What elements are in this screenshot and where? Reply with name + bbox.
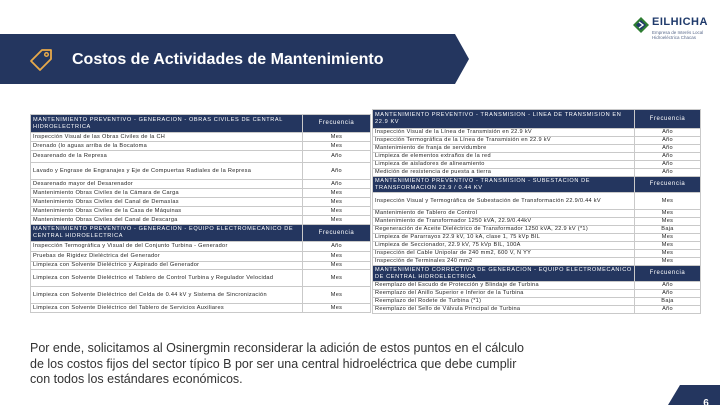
- frequency-cell: Mes: [303, 142, 371, 151]
- logo-mark-icon: [632, 16, 650, 34]
- frequency-cell: Mes: [635, 210, 701, 218]
- frequency-cell: Mes: [303, 252, 371, 262]
- table-row: [373, 153, 701, 161]
- frequency-cell: Mes: [303, 133, 371, 142]
- activity-cell: Inspección Visual de la Línea de Transmisión en 22.9 kV: [373, 129, 635, 137]
- tag-icon: [28, 47, 54, 73]
- frequency-cell: Año: [303, 151, 371, 163]
- frequency-cell: Mes: [303, 216, 371, 225]
- frequency-cell: Año: [635, 145, 701, 153]
- table-row: [373, 193, 701, 210]
- left-activities-table: [30, 114, 371, 313]
- table-row: [373, 210, 701, 218]
- page-title: Costos de Actividades de Mantenimiento: [72, 51, 384, 68]
- frequency-cell: Mes: [635, 234, 701, 242]
- frequency-cell: Mes: [303, 270, 371, 287]
- table-row: [373, 282, 701, 290]
- frequency-header: Frecuencia: [635, 177, 701, 193]
- table-row: [373, 250, 701, 258]
- frequency-cell: Mes: [303, 189, 371, 198]
- table-row: [31, 142, 371, 151]
- table-row: [31, 163, 371, 180]
- activity-cell: Mantenimiento Obras Civiles del Canal de Demasías: [31, 198, 303, 207]
- activity-cell: Mantenimiento Obras Civiles de la Cámara de Carga: [31, 189, 303, 198]
- table-row: [31, 189, 371, 198]
- frequency-header: Frecuencia: [303, 225, 371, 242]
- table-row: [373, 145, 701, 153]
- activity-cell: Limpieza de aisladores de alineamiento: [373, 161, 635, 169]
- table-row: [31, 151, 371, 163]
- frequency-cell: Año: [303, 242, 371, 252]
- activity-cell: Reemplazo del Rodete de Turbina (*1): [373, 298, 635, 306]
- frequency-cell: Año: [635, 161, 701, 169]
- frequency-cell: Año: [635, 137, 701, 145]
- table-row: [373, 234, 701, 242]
- logo-name: EILHICHA: [652, 16, 708, 28]
- activity-cell: Inspección Termográfica y Visual de del Conjunto Turbina - Generador: [31, 242, 303, 252]
- page-badge-tail: [668, 385, 680, 405]
- frequency-cell: Año: [635, 153, 701, 161]
- activity-cell: Reemplazo del Sello de Válvula Principal de Turbina: [373, 306, 635, 314]
- table-row: [31, 242, 371, 252]
- logo-tagline: Empresa de Interés Local Hidroeléctrica Chacas: [652, 30, 704, 40]
- table-row: [31, 252, 371, 262]
- table-row: [31, 262, 371, 270]
- frequency-cell: Mes: [303, 262, 371, 270]
- section-title: MANTENIMIENTO PREVENTIVO - TRANSMISION - LINEA DE TRANSMISION EN 22.9 KV: [373, 110, 635, 129]
- frequency-cell: Mes: [303, 207, 371, 216]
- activity-cell: Inspección Termográfica de la Línea de Transmisión en 22.9 kV: [373, 137, 635, 145]
- frequency-cell: Mes: [303, 304, 371, 313]
- activity-cell: Mantenimiento de Tablero de Control: [373, 210, 635, 218]
- right-activities-table: [372, 109, 701, 314]
- table-row: [373, 161, 701, 169]
- activity-cell: Limpieza con Solvente Dieléctrico y Aspirado del Generador: [31, 262, 303, 270]
- frequency-cell: Mes: [303, 198, 371, 207]
- table-row: [373, 129, 701, 137]
- activity-cell: Limpieza con Solvente Dieléctrico del Celda de 0.44 kV y Sistema de Sincronización: [31, 287, 303, 304]
- activity-cell: Limpieza de elementos extraños de la red: [373, 153, 635, 161]
- table-row: [31, 207, 371, 216]
- table-row: [373, 298, 701, 306]
- frequency-header: Frecuencia: [635, 266, 701, 282]
- activity-cell: Limpieza de Pararrayos 22.9 kV, 10 kA, clase 1, 75 kVp BIL: [373, 234, 635, 242]
- activity-cell: Medición de resistencia de puesta a tierra: [373, 169, 635, 177]
- activity-cell: Mantenimiento Obras Civiles del Canal de Descarga: [31, 216, 303, 225]
- frequency-header: Frecuencia: [303, 115, 371, 133]
- section-title: MANTENIMIENTO PREVENTIVO - TRANSMISION - SUBESTACION DE TRANSFORMACION 22.9 / 0.44 KV: [373, 177, 635, 193]
- table-row: [373, 169, 701, 177]
- section-title: MANTENIMIENTO PREVENTIVO - GENERACION - OBRAS CIVILES DE CENTRAL HIDROELECTRICA: [31, 115, 303, 133]
- frequency-cell: Año: [303, 163, 371, 180]
- table-row: [373, 218, 701, 226]
- section-header-row: [373, 110, 701, 129]
- frequency-cell: Año: [635, 306, 701, 314]
- frequency-cell: Baja: [635, 226, 701, 234]
- section-header-row: [31, 225, 371, 242]
- frequency-cell: Mes: [635, 258, 701, 266]
- table-row: [31, 180, 371, 189]
- activity-cell: Reemplazo del Anillo Superior e Inferior de la Turbina: [373, 290, 635, 298]
- activity-cell: Inspección Visual de las Obras Civiles de la CH: [31, 133, 303, 142]
- frequency-cell: Año: [303, 180, 371, 189]
- table-row: [31, 287, 371, 304]
- frequency-cell: Mes: [635, 218, 701, 226]
- frequency-cell: Año: [635, 169, 701, 177]
- activity-cell: Desarenado mayor del Desarenador: [31, 180, 303, 189]
- title-banner-tail: [455, 34, 469, 84]
- activity-cell: Pruebas de Rigidez Dieléctrica del Generador: [31, 252, 303, 262]
- section-header-row: [373, 266, 701, 282]
- section-title: MANTENIMIENTO CORRECTIVO DE GENERACION - EQUIPO ELECTROMECANICO DE CENTRAL HIDROELECTRICA: [373, 266, 635, 282]
- page-number: 6: [703, 398, 709, 409]
- section-header-row: [373, 177, 701, 193]
- section-header-row: [31, 115, 371, 133]
- table-row: [373, 290, 701, 298]
- frequency-cell: Año: [635, 129, 701, 137]
- activity-cell: Inspección Visual y Termográfica de Subestación de Transformación 22.9/0.44 kV: [373, 193, 635, 210]
- table-row: [373, 137, 701, 145]
- table-row: [373, 226, 701, 234]
- frequency-cell: Mes: [303, 287, 371, 304]
- activity-cell: Mantenimiento Obras Civiles de la Casa de Máquinas: [31, 207, 303, 216]
- activity-cell: Limpieza con Solvente Dieléctrico el Tablero de Control Turbina y Regulador Velocidad: [31, 270, 303, 287]
- frequency-cell: Año: [635, 290, 701, 298]
- table-row: [373, 258, 701, 266]
- table-row: [31, 304, 371, 313]
- activity-cell: Limpieza de Seccionador, 22.9 kV, 75 kVp BIL, 100A: [373, 242, 635, 250]
- company-logo: [632, 14, 718, 46]
- frequency-cell: Mes: [635, 250, 701, 258]
- activity-cell: Inspección del Cable Unipolar de 240 mm2, 600 V, N YY: [373, 250, 635, 258]
- conclusion-paragraph: Por ende, solicitamos al Osinergmin reconsiderar la adición de estos puntos en el cálculo de los costos fijos del sector típico B por ser una central hidroeléctrica que debe cumplir con todos los estándares económicos.: [30, 341, 525, 386]
- activity-cell: Reemplazo del Escudo de Protección y Blindaje de Turbina: [373, 282, 635, 290]
- table-row: [31, 270, 371, 287]
- activity-cell: Lavado y Engrase de Engranajes y Eje de Compuertas Radiales de la Represa: [31, 163, 303, 180]
- activity-cell: Drenado (lo aguas arriba de la Bocatoma: [31, 142, 303, 151]
- frequency-cell: Mes: [635, 193, 701, 210]
- activity-cell: Mantenimiento de franja de servidumbre: [373, 145, 635, 153]
- frequency-cell: Año: [635, 282, 701, 290]
- frequency-cell: Baja: [635, 298, 701, 306]
- frequency-cell: Mes: [635, 242, 701, 250]
- section-title: MANTENIMIENTO PREVENTIVO - GENERACION - EQUIPO ELECTROMECANICO DE CENTRAL HIDROELECTRICA: [31, 225, 303, 242]
- activity-cell: Mantenimiento de Transformador 1250 kVA, 22.9/0.44kV: [373, 218, 635, 226]
- table-row: [31, 198, 371, 207]
- activity-cell: Desarenado de la Represa: [31, 151, 303, 163]
- table-row: [373, 242, 701, 250]
- table-row: [31, 216, 371, 225]
- activity-cell: Regeneración de Aceite Dieléctrico de Transformador 1250 kVA, 22.9 kV (*1): [373, 226, 635, 234]
- activity-cell: Limpieza con Solvente Dieléctrico del Tablero de Servicios Auxiliares: [31, 304, 303, 313]
- activity-cell: Inspección de Terminales 240 mm2: [373, 258, 635, 266]
- frequency-header: Frecuencia: [635, 110, 701, 129]
- table-row: [31, 133, 371, 142]
- table-row: [373, 306, 701, 314]
